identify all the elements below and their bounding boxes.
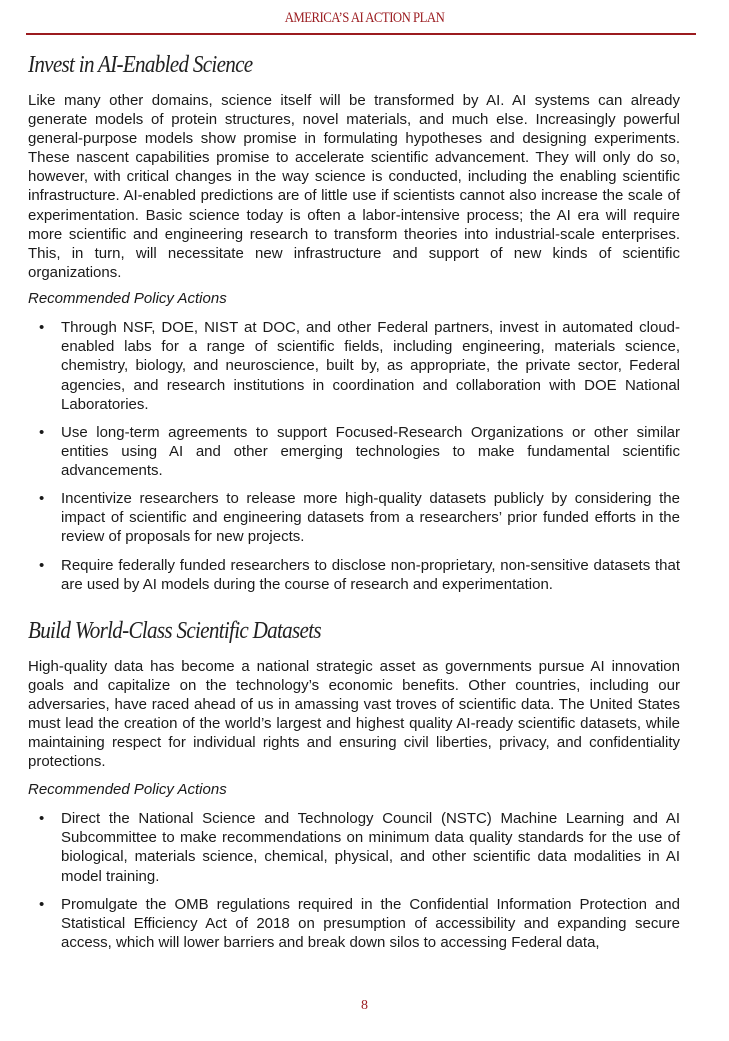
running-header: AMERICA’S AI ACTION PLAN — [284, 10, 445, 26]
list-item: • Require federally funded researchers to disclose non-proprietary, non-sensitive datasets that are used by AI models during the course of research and experimentation. — [61, 556, 680, 594]
list-item: • Use long-term agreements to support Focused-Research Organizations or other similar entities using AI and other emerging technologies to make fundamental scientific advancements. — [61, 423, 680, 481]
section-heading: Build World-Class Scientific Datasets — [28, 618, 321, 644]
list-item: • Direct the National Science and Technology Council (NSTC) Machine Learning and AI Subcommittee to make recommendations on minimum data quality standards for the use of biological, materials science, chemical, physical, and other scientific data modalities in AI model training. — [61, 809, 680, 886]
section-heading: Invest in AI-Enabled Science — [28, 52, 253, 78]
header-rule — [26, 33, 696, 35]
section-paragraph: High-quality data has become a national strategic asset as governments pursue AI innovation goals and capitalize on the technology’s economic benefits. Other countries, including our adversaries, have raced ahead of us in amassing vast troves of scientific data. The United States must lead the creation of the world’s largest and highest quality AI-ready scientific datasets, while maintaining respect for individual rights and ensuring civil liberties, privacy, and confidentiality protections. — [28, 658, 680, 771]
list-item: • Promulgate the OMB regulations required in the Confidential Information Protection and Statistical Efficiency Act of 2018 on presumption of accessibility and expanding secure access, which will lower barriers and break down silos to accessing Federal data, — [61, 895, 680, 953]
page-number: 8 — [361, 998, 368, 1013]
list-item: • Through NSF, DOE, NIST at DOC, and other Federal partners, invest in automated cloud-enabled labs for a range of scientific fields, including engineering, materials science, chemistry, biology, and neuroscience, built by, as appropriate, the private sector, Federal agencies, and research institutions in coordination and collaboration with DOE National Laboratories. — [61, 318, 680, 414]
recommended-actions-label: Recommended Policy Actions — [28, 781, 227, 798]
list-item: • Incentivize researchers to release more high-quality datasets publicly by considering the impact of scientific and engineering datasets from a researchers’ prior funded efforts in the review of proposals for new projects. — [61, 489, 680, 547]
recommended-actions-label: Recommended Policy Actions — [28, 290, 227, 307]
section-paragraph: Like many other domains, science itself will be transformed by AI. AI systems can already generate models of protein structures, novel materials, and much else. Increasingly powerful general-purpose models show promise in formulating hypotheses and designing experiments. These nascent capabilities promise to accelerate scientific advancement. They will only do so, however, with critical changes in the way science is conducted, including the enabling scientific infrastructure. AI-enabled predictions are of little use if scientists cannot also increase the scale of experimentation. Basic science today is often a labor-intensive process; the AI era will require more scientific and engineering research to transform theories into industrial-scale enterprises. This, in turn, will necessitate new infrastructure and support of new kinds of scientific organizations. — [28, 92, 680, 281]
